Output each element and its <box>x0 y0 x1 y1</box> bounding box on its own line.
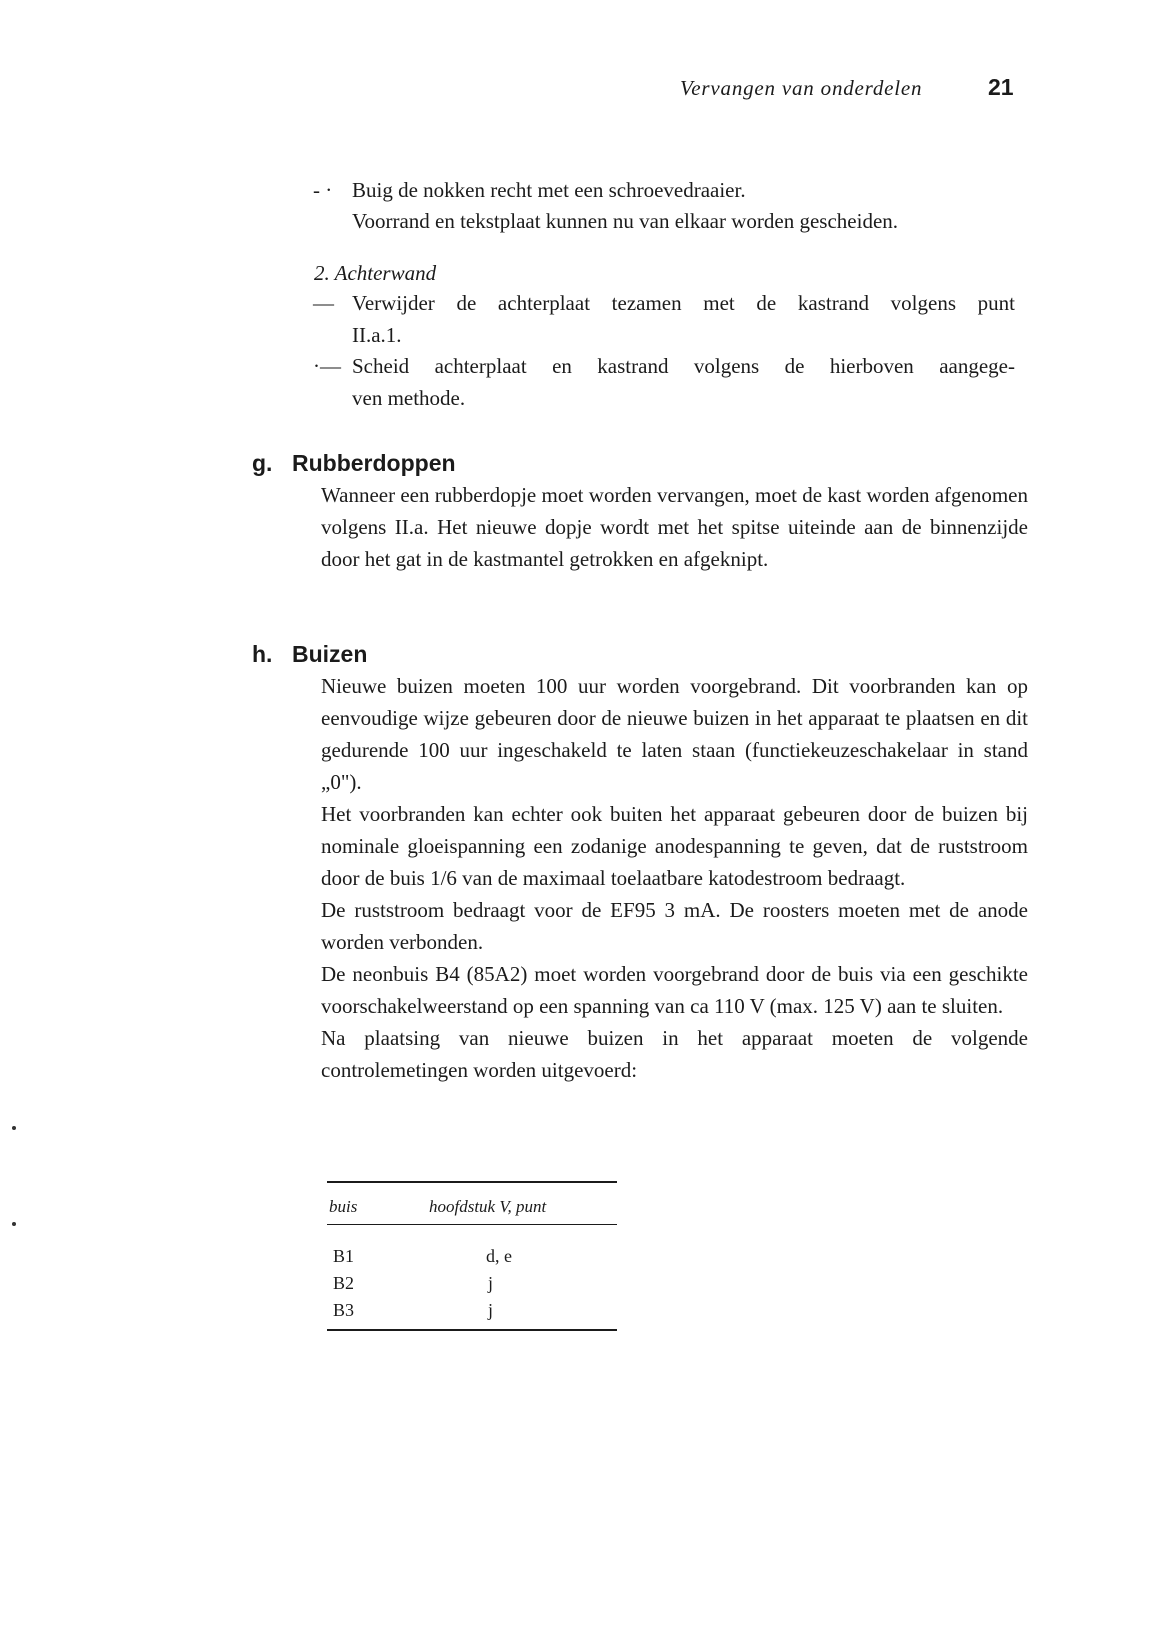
list-item-text: Scheid achterplaat en kastrand volgens de hierboven aangege- <box>352 354 1015 378</box>
paragraph: Na plaatsing van nieuwe buizen in het apparaat moeten de volgende controlemetingen worden uitgevoerd: <box>321 1026 1028 1082</box>
table-header-cell: buis <box>329 1197 358 1216</box>
section-letter: g. <box>252 450 273 476</box>
list-item-text: II.a.1. <box>352 323 402 347</box>
table-cell: B2 <box>333 1273 355 1293</box>
paragraph: Wanneer een rubberdopje moet worden vervangen, moet de kast worden afgenomen volgens II.a. Het nieuwe dopje wordt met het spitse uiteinde aan de binnenzijde door het gat in de kastmantel getrokken en afgeknipt. <box>321 483 1028 571</box>
table-header-cell: hoofdstuk V, punt <box>429 1197 547 1216</box>
section-title: Rubberdoppen <box>292 450 456 476</box>
section-letter: h. <box>252 641 273 667</box>
section-body <box>321 670 1028 1086</box>
table-cell: B1 <box>333 1246 355 1266</box>
table-cell: B3 <box>333 1300 355 1320</box>
section-title: Buizen <box>292 641 368 667</box>
list-item-text: ven methode. <box>352 386 466 410</box>
list-item-text: Verwijder de achterplaat tezamen met de kastrand volgens punt <box>352 291 1015 315</box>
table-cell: j <box>488 1273 494 1293</box>
paragraph: Het voorbranden kan echter ook buiten het apparaat gebeuren door de buizen bij nominale gloeispanning een zodanige anodespanning te geven, dat de ruststroom door de buis 1/6 van de maximaal toelaatbare katodestroom bedraagt. <box>321 802 1028 890</box>
page-number: 21 <box>988 74 1014 100</box>
subsection-heading: 2. Achterwand <box>314 261 437 285</box>
paragraph: De ruststroom bedraagt voor de EF95 3 mA. De roosters moeten met de anode worden verbonden. <box>321 898 1028 954</box>
list-item-text: Buig de nokken recht met een schroevedraaier. <box>352 178 746 202</box>
running-header-title: Vervangen van onderdelen <box>680 76 923 100</box>
table-header-rule <box>327 1224 617 1225</box>
table-cell: d, e <box>486 1246 512 1266</box>
list-marker: - · <box>313 178 333 202</box>
scan-speck <box>12 1126 16 1130</box>
scan-speck <box>12 1222 16 1226</box>
paragraph: Nieuwe buizen moeten 100 uur worden voorgebrand. Dit voorbranden kan op eenvoudige wijze gebeuren door de nieuwe buizen in het apparaat te plaatsen en dit gedurende 100 uur ingeschakeld te laten staan (functiekeuzeschakelaar in stand „0"). <box>321 674 1028 794</box>
table-cell: j <box>488 1300 494 1320</box>
paragraph: De neonbuis B4 (85A2) moet worden voorgebrand door de buis via een geschikte voorschakelweerstand op een spanning van ca 110 V (max. 125 V) aan te sluiten. <box>321 962 1028 1018</box>
table-bottom-rule <box>327 1329 617 1331</box>
table-top-rule <box>327 1181 617 1183</box>
list-marker: — <box>313 291 334 315</box>
list-item-text: Voorrand en tekstplaat kunnen nu van elkaar worden gescheiden. <box>352 209 899 233</box>
section-body <box>321 479 1028 575</box>
list-marker: ·— <box>313 354 341 378</box>
